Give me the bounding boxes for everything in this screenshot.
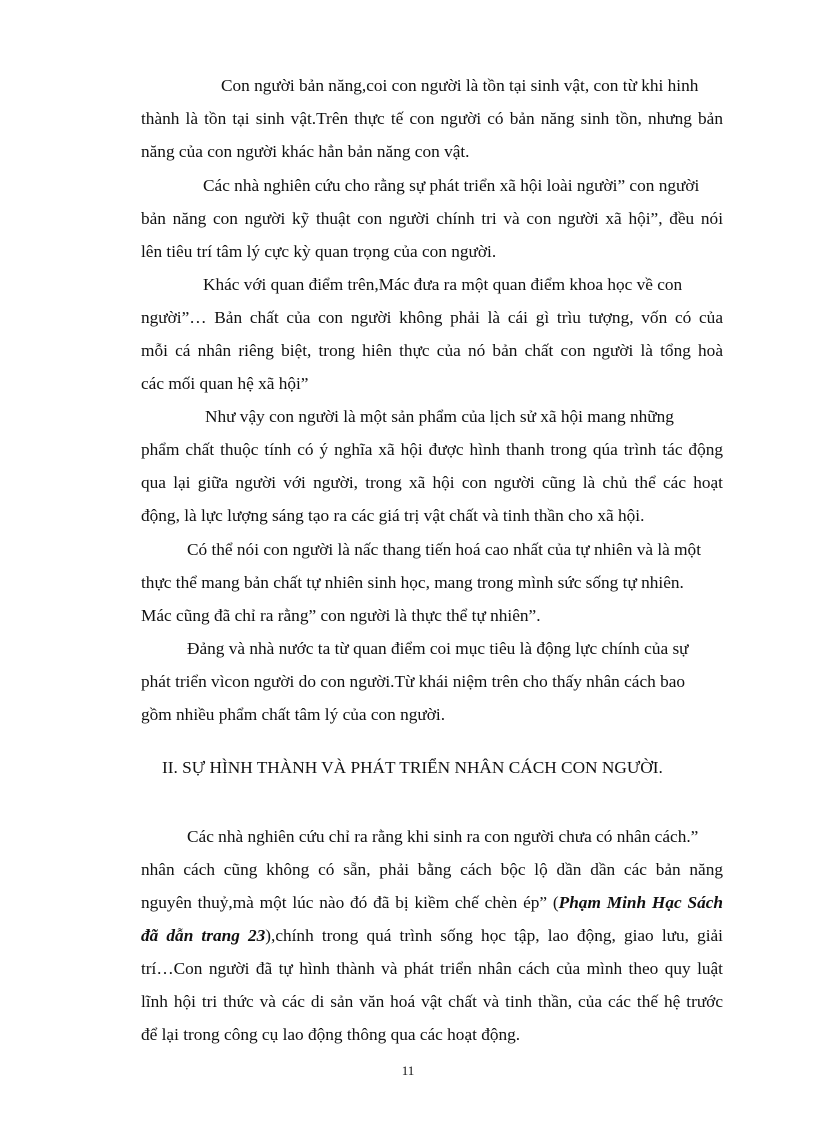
paragraph-4-line-4: động, là lực lượng sáng tạo ra các giá trị vật chất và tinh thần cho xã hội. — [141, 506, 645, 525]
paragraph-7-line-6: lĩnh hội tri thức và các di sản văn hoá vật chất và tinh thần, của các thế hệ trước — [141, 992, 723, 1011]
paragraph-7-line-2: nhân cách cũng không có sẵn, phải bằng cách bộc lộ dần dần các bản năng — [141, 860, 723, 879]
paragraph-7-line-3-text: nguyên thuỷ,mà một lúc nào đó đã bị kiềm chế chèn ép” ( — [141, 893, 559, 912]
paragraph-4-line-3: qua lại giữa người với người, trong xã hội con người cũng là chủ thể các hoạt — [141, 473, 723, 492]
paragraph-6-line-2: phát triển vìcon người do con người.Từ khái niệm trên cho thấy nhân cách bao — [141, 672, 686, 691]
paragraph-1-line-3: năng của con người khác hẳn bản năng con vật. — [141, 142, 470, 161]
paragraph-7-line-4 — [141, 926, 723, 946]
paragraph-4-line-2: phẩm chất thuộc tính có ý nghĩa xã hội được hình thanh trong qúa trình tác động — [141, 440, 723, 459]
paragraph-3-line-4: các mối quan hệ xã hội” — [141, 374, 309, 393]
section-heading: II. SỰ HÌNH THÀNH VÀ PHÁT TRIỂN NHÂN CÁCH CON NGƯỜI. — [162, 758, 663, 777]
paragraph-7-line-4-text: ),chính trong quá trình sống học tập, lao động, giao lưu, giải — [265, 926, 723, 945]
paragraph-6-line-1: Đảng và nhà nước ta từ quan điểm coi mục tiêu là động lực chính của sự — [187, 639, 689, 658]
paragraph-7-line-5: trí…Con người đã tự hình thành và phát triển nhân cách của mình theo quy luật — [141, 959, 723, 978]
paragraph-2-line-1: Các nhà nghiên cứu cho rằng sự phát triển xã hội loài người” con người — [203, 176, 700, 195]
paragraph-2-line-2: bản năng con người kỹ thuật con người chính tri và con người xã hội”, đều nói — [141, 209, 723, 228]
citation-author: Phạm Minh Hạc Sách — [558, 893, 723, 912]
paragraph-7-line-1: Các nhà nghiên cứu chỉ ra rằng khi sinh ra con người chưa có nhân cách.” — [187, 827, 699, 846]
paragraph-4-line-1: Như vậy con người là một sản phẩm của lịch sử xã hội mang những — [205, 407, 674, 426]
paragraph-5-line-1: Có thể nói con người là nấc thang tiến hoá cao nhất của tự nhiên và là một — [187, 540, 701, 559]
paragraph-1-line-1: Con người bản năng,coi con người là tồn tại sinh vật, con từ khi hinh — [221, 76, 699, 95]
paragraph-5-line-3: Mác cũng đã chỉ ra rằng” con người là thực thể tự nhiên”. — [141, 606, 541, 625]
paragraph-3-line-2: người”… Bản chất của con người không phải là cái gì trìu tượng, vốn có của — [141, 308, 723, 327]
page-number: 11 — [401, 1063, 415, 1078]
citation-page: đã dẫn trang 23 — [141, 926, 266, 945]
paragraph-7-line-3 — [141, 893, 723, 913]
paragraph-3-line-3: mỗi cá nhân riêng biệt, trong hiên thực của nó bản chất con người là tổng hoà — [141, 341, 723, 360]
paragraph-2-line-3: lên tiêu trí tâm lý cực kỳ quan trọng của con người. — [141, 242, 497, 261]
paragraph-1-line-2: thành là tồn tại sinh vật.Trên thực tế con người có bản năng sinh tồn, nhưng bản — [141, 109, 723, 128]
paragraph-5-line-2: thực thể mang bản chất tự nhiên sinh học, mang trong mình sức sống tự nhiên. — [141, 573, 684, 592]
paragraph-7-line-7: để lại trong công cụ lao động thông qua các hoạt động. — [141, 1025, 521, 1044]
paragraph-6-line-3: gồm nhiều phẩm chất tâm lý của con người. — [141, 705, 446, 724]
paragraph-3-line-1: Khác với quan điểm trên,Mác đưa ra một quan điểm khoa học về con — [203, 275, 683, 294]
